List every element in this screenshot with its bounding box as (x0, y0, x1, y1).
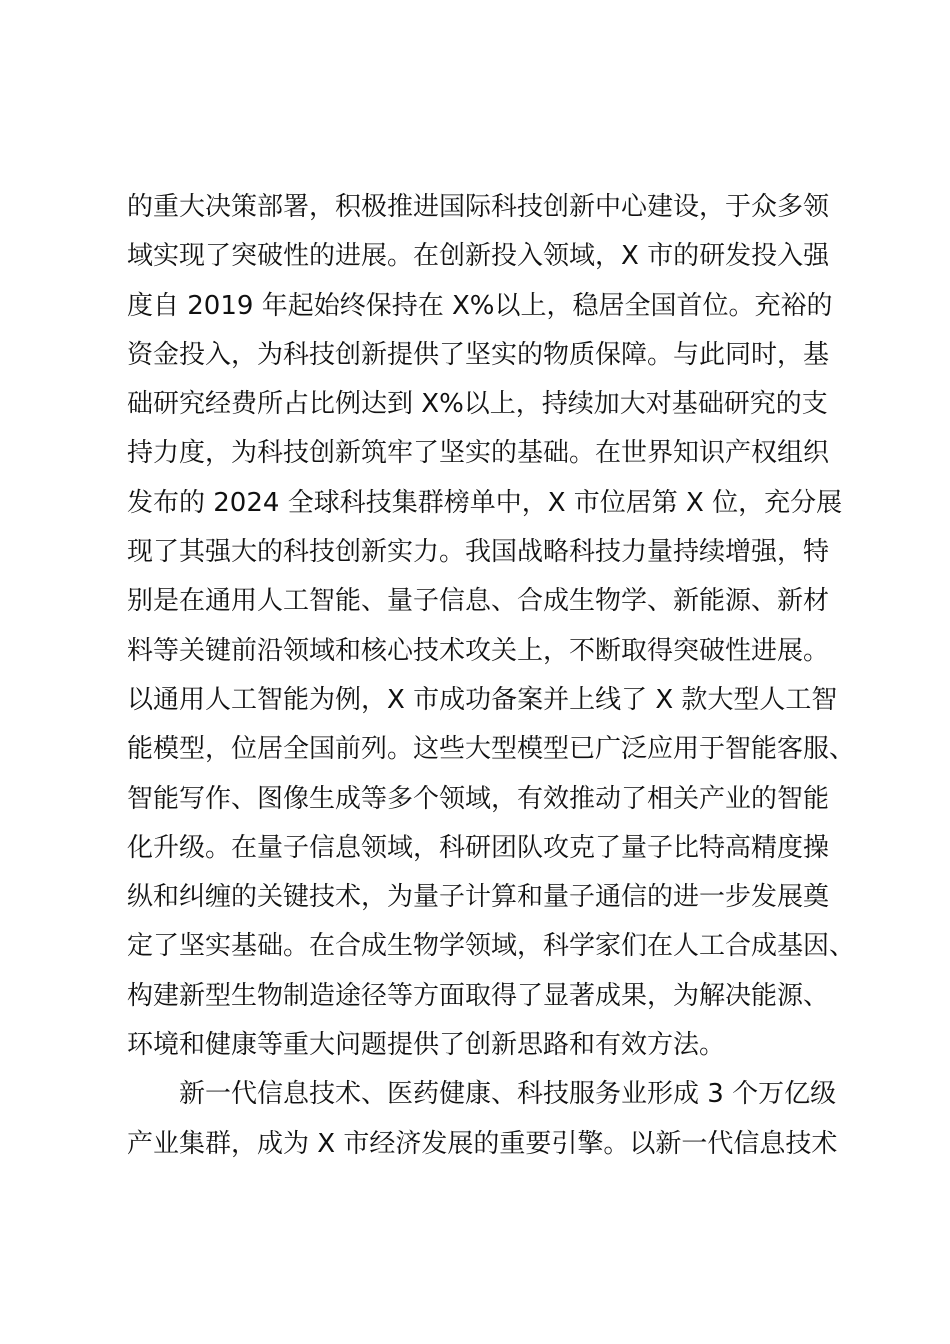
text-line: 的重大决策部署，积极推进国际科技创新中心建设，于众多领 (127, 192, 830, 222)
text-line: 资金投入，为科技创新提供了坚实的物质保障。与此同时，基 (127, 339, 830, 370)
text-line: 持力度，为科技创新筑牢了坚实的基础。在世界知识产权组织 (127, 438, 830, 469)
text-line: 发布的 2024 全球科技集群榜单中，X 市位居第 X 位，充分展 (127, 487, 843, 518)
text-line: 能模型，位居全国前列。这些大型模型已广泛应用于智能客服、 (127, 734, 856, 765)
text-line: 纵和纠缠的关键技术，为量子计算和量子通信的进一步发展奠 (127, 882, 830, 913)
text-line: 度自 2019 年起始终保持在 X%以上，稳居全国首位。充裕的 (127, 290, 833, 321)
text-line-indented: 新一代信息技术、医药健康、科技服务业形成 3 个万亿级 (179, 1079, 837, 1110)
text-line: 产业集群，成为 X 市经济发展的重要引擎。以新一代信息技术 (127, 1128, 838, 1159)
text-line: 别是在通用人工智能、量子信息、合成生物学、新能源、新材 (127, 586, 830, 617)
text-line: 定了坚实基础。在合成生物学领域，科学家们在人工合成基因、 (127, 931, 856, 962)
document-body (127, 183, 856, 1169)
text-line: 域实现了突破性的进展。在创新投入领域，X 市的研发投入强 (127, 241, 830, 272)
text-line: 以通用人工智能为例，X 市成功备案并上线了 X 款大型人工智 (127, 684, 838, 715)
text-line: 现了其强大的科技创新实力。我国战略科技力量持续增强，特 (127, 537, 830, 568)
paragraph-2 (127, 1070, 847, 1169)
text-line: 料等关键前沿领域和核心技术攻关上，不断取得突破性进展。 (127, 635, 830, 666)
text-line: 化升级。在量子信息领域，科研团队攻克了量子比特高精度操 (127, 832, 830, 863)
text-line: 构建新型生物制造途径等方面取得了显著成果，为解决能源、 (127, 980, 830, 1011)
paragraph-1 (127, 183, 856, 1070)
text-line: 环境和健康等重大问题提供了创新思路和有效方法。 (127, 1030, 726, 1061)
text-line: 智能写作、图像生成等多个领域，有效推动了相关产业的智能 (127, 783, 830, 814)
text-line: 础研究经费所占比例达到 X%以上，持续加大对基础研究的支 (127, 389, 828, 420)
